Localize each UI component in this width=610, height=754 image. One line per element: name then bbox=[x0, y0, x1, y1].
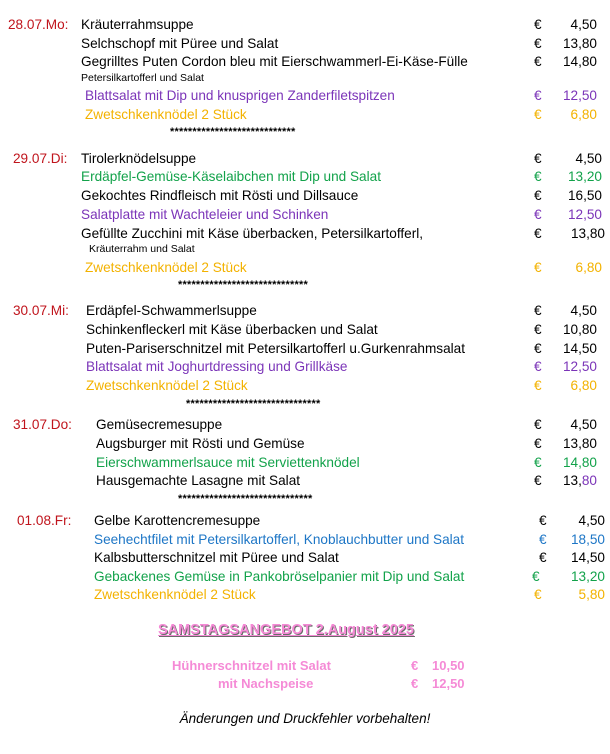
price: 14,50 bbox=[562, 341, 597, 356]
euro-sign: € bbox=[534, 455, 542, 470]
euro-sign: € bbox=[534, 226, 542, 241]
price: 10,50 bbox=[432, 658, 465, 673]
separator-stars: ***************************** bbox=[178, 279, 308, 291]
euro-sign: € bbox=[532, 569, 540, 584]
price: 12,50 bbox=[562, 359, 597, 374]
euro-sign: € bbox=[534, 260, 542, 275]
price: 13,80 bbox=[562, 36, 597, 51]
euro-sign: € bbox=[534, 359, 542, 374]
price: 12,50 bbox=[562, 88, 597, 103]
price: 13,80 bbox=[570, 226, 605, 241]
euro-sign: € bbox=[534, 322, 542, 337]
menu-item: Puten-Pariserschnitzel mit Petersilkartofferl u.Gurkenrahmsalat bbox=[86, 341, 466, 356]
menu-item: Schinkenfleckerl mit Käse überbacken und Salat bbox=[86, 322, 378, 337]
day-label-thursday: 31.07.Do: bbox=[13, 417, 72, 432]
price: 4,50 bbox=[575, 151, 602, 166]
separator-stars: ****************************** bbox=[178, 493, 313, 505]
separator-stars: **************************** bbox=[170, 126, 296, 138]
price: 13,80 bbox=[562, 436, 597, 451]
menu-item: Kräuterrahmsuppe bbox=[81, 17, 194, 32]
menu-item: Gebackenes Gemüse in Pankobröselpanier mit Dip und Salat bbox=[94, 569, 465, 584]
menu-item: Seehechtfilet mit Petersilkartofferl, Knoblauchbutter und Salat bbox=[94, 532, 465, 547]
menu-item: Salatplatte mit Wachteleier und Schinken bbox=[81, 207, 329, 222]
euro-sign: € bbox=[539, 532, 547, 547]
menu-item: Gekochtes Rindfleisch mit Rösti und Dillsauce bbox=[81, 188, 359, 203]
menu-item-side: Kräuterrahm und Salat bbox=[89, 243, 195, 255]
saturday-offer-title: SAMSTAGSANGEBOT 2.August 2025 bbox=[158, 622, 414, 638]
saturday-offer-item: Hühnerschnitzel mit Salat bbox=[172, 658, 331, 673]
menu-item: Gelbe Karottencremesuppe bbox=[94, 513, 261, 528]
euro-sign: € bbox=[534, 188, 542, 203]
euro-sign: € bbox=[411, 676, 419, 691]
day-label-monday: 28.07.Mo: bbox=[8, 17, 69, 32]
price: 12,50 bbox=[567, 207, 602, 222]
menu-item: Erdäpfel-Schwammerlsuppe bbox=[86, 303, 257, 318]
price-part: 13, bbox=[562, 473, 582, 488]
price: 14,80 bbox=[562, 455, 597, 470]
euro-sign: € bbox=[539, 513, 547, 528]
menu-item: Augsburger mit Rösti und Gemüse bbox=[96, 436, 305, 451]
price-part: 80 bbox=[581, 473, 597, 488]
menu-item: Kalbsbutterschnitzel mit Püree und Salat bbox=[94, 550, 339, 565]
day-label-wednesday: 30.07.Mi: bbox=[13, 303, 69, 318]
disclaimer-footer: Änderungen und Druckfehler vorbehalten! bbox=[179, 711, 431, 726]
menu-item: Gegrilltes Puten Cordon bleu mit Eierschwammerl-Ei-Käse-Fülle bbox=[81, 54, 468, 69]
euro-sign: € bbox=[534, 107, 542, 122]
menu-item: Selchschopf mit Püree und Salat bbox=[81, 36, 279, 51]
price: 13,20 bbox=[570, 569, 605, 584]
price bbox=[547, 472, 597, 489]
menu-item: Eierschwammerlsauce mit Serviettenknödel bbox=[96, 455, 360, 470]
price: 4,50 bbox=[570, 17, 597, 32]
menu-item: Hausgemachte Lasagne mit Salat bbox=[96, 473, 301, 488]
euro-sign: € bbox=[534, 436, 542, 451]
menu-item: Zwetschkenknödel 2 Stück bbox=[85, 107, 247, 122]
menu-item: Zwetschkenknödel 2 Stück bbox=[94, 587, 256, 602]
euro-sign: € bbox=[539, 550, 547, 565]
euro-sign: € bbox=[534, 54, 542, 69]
euro-sign: € bbox=[534, 473, 542, 488]
menu-item: Gefüllte Zucchini mit Käse überbacken, Petersilkartofferl, bbox=[81, 226, 424, 241]
price: 6,80 bbox=[575, 260, 602, 275]
price: 6,80 bbox=[570, 378, 597, 393]
euro-sign: € bbox=[534, 417, 542, 432]
menu-item: Gemüsecremesuppe bbox=[96, 417, 223, 432]
price: 14,80 bbox=[562, 54, 597, 69]
price: 4,50 bbox=[570, 303, 597, 318]
euro-sign: € bbox=[534, 17, 542, 32]
saturday-offer-item: mit Nachspeise bbox=[218, 676, 314, 691]
price: 13,20 bbox=[567, 169, 602, 184]
euro-sign: € bbox=[534, 151, 542, 166]
price: 5,80 bbox=[578, 587, 605, 602]
euro-sign: € bbox=[534, 207, 542, 222]
euro-sign: € bbox=[534, 169, 542, 184]
menu-item: Zwetschkenknödel 2 Stück bbox=[85, 260, 247, 275]
price: 12,50 bbox=[432, 676, 465, 691]
euro-sign: € bbox=[534, 587, 542, 602]
euro-sign: € bbox=[534, 36, 542, 51]
euro-sign: € bbox=[534, 341, 542, 356]
day-label-tuesday: 29.07.Di: bbox=[13, 151, 68, 166]
menu-item: Zwetschkenknödel 2 Stück bbox=[86, 378, 248, 393]
day-label-friday: 01.08.Fr: bbox=[17, 513, 72, 528]
euro-sign: € bbox=[411, 658, 419, 673]
price: 4,50 bbox=[570, 417, 597, 432]
price: 16,50 bbox=[567, 188, 602, 203]
euro-sign: € bbox=[534, 88, 542, 103]
menu-item-side: Petersilkartofferl und Salat bbox=[81, 72, 204, 84]
menu-item: Erdäpfel-Gemüse-Käselaibchen mit Dip und Salat bbox=[81, 169, 381, 184]
menu-item: Tirolerknödelsuppe bbox=[81, 151, 197, 166]
euro-sign: € bbox=[534, 378, 542, 393]
menu-item: Blattsalat mit Dip und knusprigen Zanderfiletspitzen bbox=[85, 88, 395, 103]
price: 6,80 bbox=[570, 107, 597, 122]
price: 18,50 bbox=[570, 532, 605, 547]
euro-sign: € bbox=[534, 303, 542, 318]
price: 10,80 bbox=[562, 322, 597, 337]
price: 14,50 bbox=[570, 550, 605, 565]
price: 4,50 bbox=[578, 513, 605, 528]
separator-stars: ****************************** bbox=[186, 398, 321, 410]
menu-item: Blattsalat mit Joghurtdressing und Grillkäse bbox=[86, 359, 348, 374]
